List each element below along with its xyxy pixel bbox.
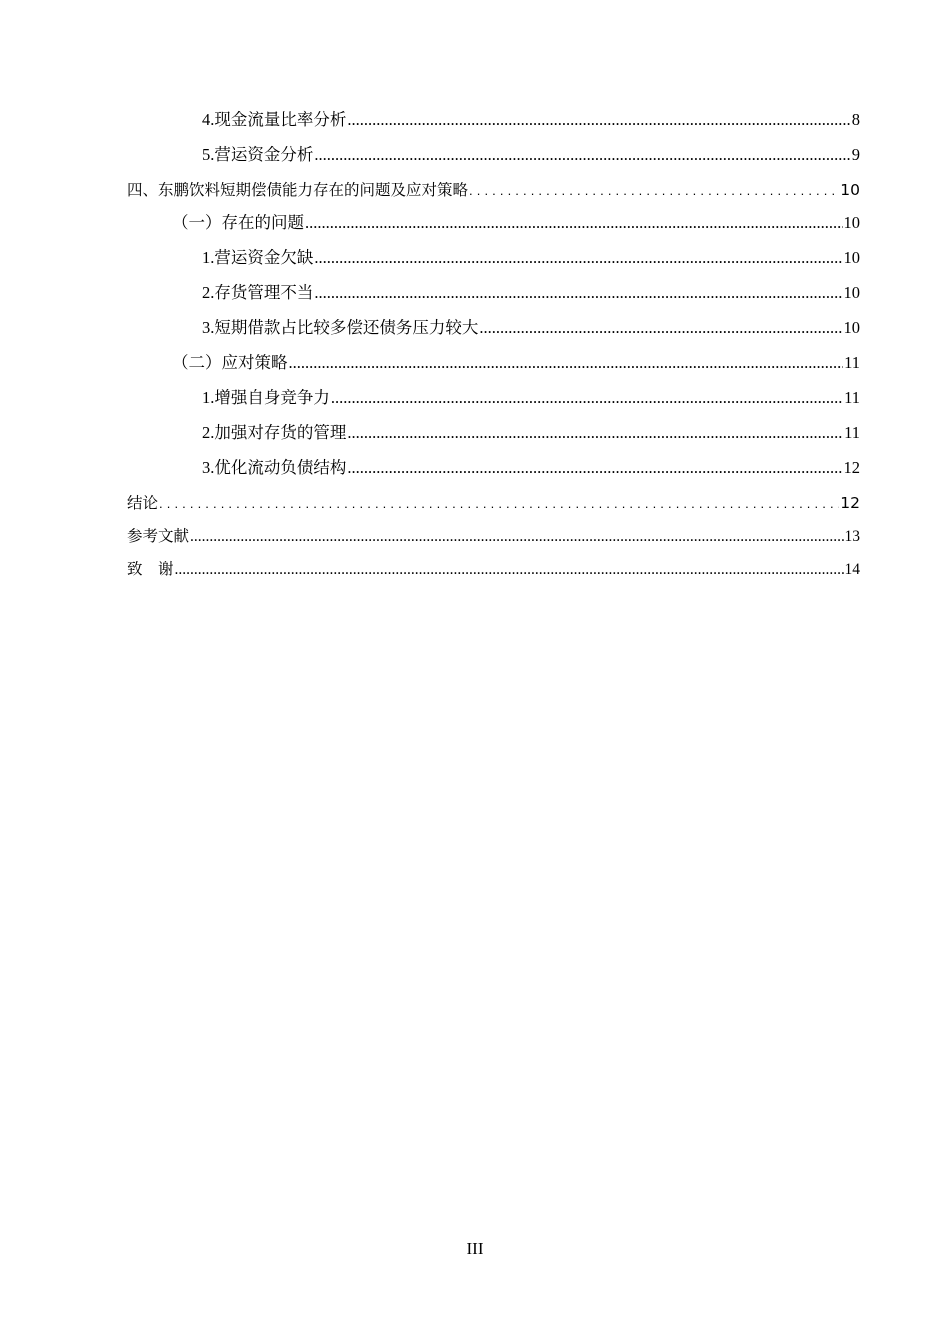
toc-entry-page: 13 (844, 528, 860, 545)
dot-leader (347, 110, 850, 130)
toc-entry[interactable] (127, 248, 860, 283)
toc-entry-page: 10 (843, 318, 860, 337)
dot-leader (314, 248, 842, 268)
page-number-footer: III (466, 1239, 484, 1258)
dot-leader (314, 283, 842, 303)
toc-entry-label: 1.增强自身竞争力 (202, 388, 330, 407)
toc-entry[interactable] (127, 388, 860, 423)
dot-leader (469, 180, 839, 201)
toc-entry-page: 10 (840, 181, 860, 199)
toc-entry-label: 2.加强对存货的管理 (202, 423, 347, 442)
dot-leader (331, 388, 843, 408)
dot-leader (190, 527, 843, 547)
toc-entry-page: 10 (843, 283, 860, 302)
toc-entry-label: 结论 (127, 494, 159, 512)
toc-entry-page: 11 (844, 423, 860, 442)
toc-entry[interactable] (127, 318, 860, 353)
dot-leader (159, 493, 839, 514)
toc-entry-label: 四、东鹏饮料短期偿债能力存在的问题及应对策略 (127, 181, 469, 199)
dot-leader (289, 353, 844, 373)
toc-entry-page: 11 (844, 388, 860, 407)
toc-entry-label: （一）存在的问题 (172, 213, 304, 232)
toc-entry[interactable] (127, 145, 860, 180)
toc-entry-page: 12 (840, 494, 860, 512)
toc-entry-label: 致 谢 (127, 560, 174, 578)
toc-entry-page: 8 (851, 110, 860, 129)
toc-entry-label: 2.存货管理不当 (202, 283, 314, 302)
toc-entry-label: （二）应对策略 (172, 353, 288, 372)
toc-entry-label: 3.优化流动负债结构 (202, 458, 347, 477)
table-of-contents (127, 110, 860, 592)
dot-leader (305, 213, 843, 233)
dot-leader (314, 145, 850, 165)
toc-entry[interactable] (127, 283, 860, 318)
toc-entry[interactable] (127, 493, 860, 526)
toc-entry-page: 10 (843, 248, 860, 267)
toc-entry-page: 10 (843, 213, 860, 232)
toc-entry-label: 3.短期借款占比较多偿还债务压力较大 (202, 318, 479, 337)
toc-entry[interactable] (127, 423, 860, 458)
toc-entry[interactable] (127, 526, 860, 559)
dot-leader (347, 423, 843, 443)
toc-entry[interactable] (127, 180, 860, 213)
dot-leader (175, 560, 844, 580)
toc-entry-label: 1.营运资金欠缺 (202, 248, 314, 267)
toc-entry-page: 11 (844, 353, 860, 372)
toc-entry[interactable] (127, 353, 860, 388)
toc-entry-label: 参考文献 (127, 527, 190, 545)
dot-leader (479, 318, 842, 338)
toc-entry-page: 9 (851, 145, 860, 164)
toc-entry-page: 12 (843, 458, 860, 477)
toc-entry-label: 5.营运资金分析 (202, 145, 314, 164)
dot-leader (347, 458, 842, 478)
toc-entry-label: 4.现金流量比率分析 (202, 110, 347, 129)
toc-entry[interactable] (127, 458, 860, 493)
toc-entry-page: 14 (844, 561, 860, 578)
toc-entry[interactable] (127, 213, 860, 248)
toc-entry[interactable] (127, 110, 860, 145)
toc-entry[interactable] (127, 559, 860, 592)
